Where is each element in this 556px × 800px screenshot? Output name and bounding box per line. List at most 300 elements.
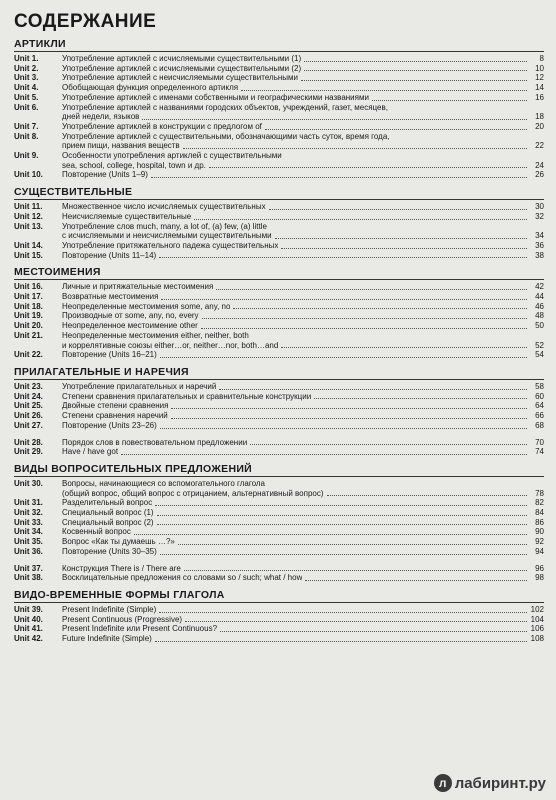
page-number: 52 (535, 340, 544, 350)
toc-entry (14, 518, 544, 528)
unit-number: Unit 10. (14, 170, 43, 180)
entry-line (62, 54, 544, 64)
toc-entry (14, 212, 544, 222)
unit-number: Unit 41. (14, 624, 43, 634)
unit-number: Unit 6. (14, 102, 39, 112)
entry-body (62, 212, 544, 222)
entry-line (62, 527, 544, 537)
unit-number: Unit 34. (14, 527, 43, 537)
entry-line (62, 112, 544, 122)
entry-body (62, 447, 544, 457)
entry-title: Восклицательные предложения со словами so / such; what / how (62, 573, 303, 583)
dot-leader (157, 515, 527, 516)
entry-body (62, 438, 544, 448)
entry-line (62, 73, 544, 83)
dot-leader (160, 357, 527, 358)
page-number: 20 (535, 121, 544, 131)
entry-line (62, 634, 544, 644)
sections-container (14, 36, 544, 644)
page-number: 82 (535, 498, 544, 508)
entry-body (62, 122, 544, 132)
page-number: 108 (530, 634, 544, 644)
entry-line (62, 222, 544, 232)
unit-number: Unit 24. (14, 391, 43, 401)
page-number: 104 (530, 614, 544, 624)
entry-line (62, 624, 544, 634)
toc-entry (14, 202, 544, 212)
entry-body (62, 292, 544, 302)
dot-leader (250, 444, 527, 445)
unit-number: Unit 29. (14, 447, 43, 457)
entry-body (62, 605, 544, 615)
dot-leader (178, 544, 527, 545)
page-number: 92 (535, 537, 544, 547)
entry-body (62, 202, 544, 212)
page-number: 48 (535, 311, 544, 321)
toc-entry (14, 382, 544, 392)
entry-line (62, 498, 544, 508)
page-number: 32 (535, 211, 544, 221)
entry-title: Множественное число исчисляемых существительных (62, 202, 266, 212)
toc-entry (14, 547, 544, 557)
page-number: 38 (535, 250, 544, 260)
unit-number: Unit 26. (14, 411, 43, 421)
toc-entry (14, 350, 544, 360)
entry-line (62, 392, 544, 402)
unit-number: Unit 15. (14, 250, 43, 260)
entry-title: Употребление притяжательного падежа существительных (62, 240, 279, 250)
page-number: 12 (535, 73, 544, 83)
toc-entry (14, 537, 544, 547)
entry-line (62, 573, 544, 583)
entry-body (62, 537, 544, 547)
page-number: 42 (535, 282, 544, 292)
toc-entry (14, 251, 544, 261)
entry-line (62, 170, 544, 180)
entry-line (62, 401, 544, 411)
dot-leader (305, 580, 527, 581)
toc-entry (14, 401, 544, 411)
dot-leader (275, 238, 527, 239)
unit-number: Unit 39. (14, 604, 43, 614)
dot-leader (171, 418, 527, 419)
entry-line (62, 64, 544, 74)
entry-title: Употребление слов much, many, a lot of, (a) few, (a) little (62, 221, 267, 231)
toc-entry (14, 73, 544, 83)
entry-title: Неисчисляемые существительные (62, 211, 192, 221)
entry-title: (общий вопрос, общий вопрос с отрицанием, альтернативный вопрос) (62, 488, 324, 498)
entry-line (62, 489, 544, 499)
entry-line (62, 350, 544, 360)
unit-number: Unit 16. (14, 282, 43, 292)
unit-number: Unit 12. (14, 211, 43, 221)
entry-line (62, 103, 544, 113)
entry-title: Future Indefinite (Simple) (62, 634, 152, 644)
page-number: 16 (535, 92, 544, 102)
entry-title: Present Continuous (Progressive) (62, 614, 183, 624)
labirint-logo-icon: л (434, 774, 452, 792)
dot-leader (327, 495, 527, 496)
entry-body (62, 151, 544, 170)
unit-number: Unit 32. (14, 508, 43, 518)
toc-section (14, 36, 544, 180)
toc-section (14, 461, 544, 583)
entry-title: Present Indefinite или Present Continuous? (62, 624, 218, 634)
entry-body (62, 170, 544, 180)
section-title: МЕСТОИМЕНИЯ (14, 264, 544, 280)
toc-entry (14, 103, 544, 122)
entry-body (62, 401, 544, 411)
entry-line (62, 331, 544, 341)
page-number: 58 (535, 381, 544, 391)
entry-line (62, 518, 544, 528)
dot-leader (219, 389, 527, 390)
page-number: 84 (535, 508, 544, 518)
toc-entry (14, 479, 544, 498)
dot-leader (304, 70, 527, 71)
entry-body (62, 83, 544, 93)
entry-title: Употребление артиклей с названиями городских объектов, учреждений, газет, месяцев, (62, 102, 388, 112)
toc-entry (14, 321, 544, 331)
entry-body (62, 564, 544, 574)
entry-body (62, 222, 544, 241)
section-title: СУЩЕСТВИТЕЛЬНЫЕ (14, 184, 544, 200)
table-of-contents (14, 10, 544, 648)
entry-line (62, 341, 544, 351)
entry-line (62, 537, 544, 547)
entry-line (62, 122, 544, 132)
entry-body (62, 479, 544, 498)
page-number: 86 (535, 517, 544, 527)
entry-line (62, 564, 544, 574)
unit-number: Unit 30. (14, 478, 43, 488)
unit-number: Unit 19. (14, 311, 43, 321)
dot-leader (233, 308, 527, 309)
dot-leader (183, 148, 527, 149)
toc-section (14, 264, 544, 360)
entry-line (62, 302, 544, 312)
entry-line (62, 615, 544, 625)
entry-body (62, 311, 544, 321)
entry-title: Употребление артиклей с неисчисляемыми существительными (62, 73, 299, 83)
toc-section (14, 364, 544, 457)
toc-entry (14, 151, 544, 170)
unit-number: Unit 21. (14, 330, 43, 340)
page-number: 74 (535, 447, 544, 457)
entry-line (62, 438, 544, 448)
page-number: 106 (530, 624, 544, 634)
entry-body (62, 508, 544, 518)
entry-line (62, 282, 544, 292)
entry-title: Повторение (Units 16–21) (62, 350, 157, 360)
page-number: 8 (539, 54, 544, 63)
entry-line (62, 311, 544, 321)
entry-title: Степени сравнения прилагательных и сравнительные конструкции (62, 391, 312, 401)
entry-line (62, 202, 544, 212)
entry-body (62, 498, 544, 508)
page-number: 46 (535, 301, 544, 311)
dot-leader (134, 534, 527, 535)
dot-leader (159, 257, 527, 258)
entry-title: Употребление артиклей в конструкции с предлогом of (62, 121, 262, 131)
entry-title: Специальный вопрос (2) (62, 517, 154, 527)
entry-body (62, 282, 544, 292)
entry-title: Употребление артиклей с исчисляемыми существительными (2) (62, 63, 302, 73)
entry-line (62, 382, 544, 392)
toc-entry (14, 392, 544, 402)
entry-line (62, 251, 544, 261)
entry-title: Двойные степени сравнения (62, 401, 169, 411)
dot-leader (157, 524, 527, 525)
unit-number: Unit 8. (14, 131, 39, 141)
page-number: 22 (535, 141, 544, 151)
entry-body (62, 527, 544, 537)
dot-leader (171, 408, 527, 409)
toc-entry (14, 132, 544, 151)
toc-entry (14, 508, 544, 518)
entry-title: Вопрос «Как ты думаешь …?» (62, 537, 175, 547)
entry-title: Возвратные местоимения (62, 292, 159, 302)
toc-entry (14, 311, 544, 321)
toc-entry (14, 421, 544, 431)
unit-number: Unit 42. (14, 634, 43, 644)
toc-section (14, 184, 544, 260)
entry-gap (14, 557, 544, 564)
dot-leader (121, 454, 527, 455)
entry-title: Употребление артиклей с существительными, обозначающими часть суток, время года, (62, 131, 390, 141)
toc-entry (14, 122, 544, 132)
dot-leader (301, 80, 527, 81)
dot-leader (281, 248, 527, 249)
entry-title: Повторение (Units 23–26) (62, 420, 157, 430)
entry-title: Порядок слов в повествовательном предложении (62, 437, 248, 447)
toc-entry (14, 527, 544, 537)
entry-line (62, 212, 544, 222)
entry-title: Have / have got (62, 447, 119, 457)
page-number: 90 (535, 527, 544, 537)
page-number: 10 (535, 63, 544, 73)
entry-title: Вопросы, начинающиеся со вспомогательного глагола (62, 478, 265, 488)
toc-entry (14, 170, 544, 180)
unit-number: Unit 36. (14, 546, 43, 556)
entry-body (62, 321, 544, 331)
toc-entry (14, 302, 544, 312)
unit-number: Unit 9. (14, 151, 39, 161)
toc-entry (14, 83, 544, 93)
unit-number: Unit 37. (14, 563, 43, 573)
entry-line (62, 132, 544, 142)
unit-number: Unit 31. (14, 498, 43, 508)
entry-line (62, 411, 544, 421)
page-number: 66 (535, 411, 544, 421)
unit-number: Unit 7. (14, 121, 39, 131)
unit-number: Unit 40. (14, 614, 43, 624)
dot-leader (265, 129, 527, 130)
toc-entry (14, 292, 544, 302)
entry-body (62, 132, 544, 151)
toc-entry (14, 64, 544, 74)
unit-number: Unit 1. (14, 54, 39, 63)
toc-entry (14, 241, 544, 251)
entry-line (62, 479, 544, 489)
entry-title: Неопределенные местоимения either, neither, both (62, 330, 249, 340)
toc-entry (14, 282, 544, 292)
entry-title: Повторение (Units 30–35) (62, 546, 157, 556)
page-number: 50 (535, 321, 544, 331)
page-number: 64 (535, 401, 544, 411)
entry-line (62, 605, 544, 615)
entry-body (62, 64, 544, 74)
page-number: 68 (535, 420, 544, 430)
unit-number: Unit 25. (14, 401, 43, 411)
entry-title: Употребление артиклей с именами собственными и географическими названиями (62, 92, 369, 102)
entry-title: Present Indefinite (Simple) (62, 604, 157, 614)
entry-body (62, 392, 544, 402)
entry-line (62, 508, 544, 518)
unit-number: Unit 20. (14, 321, 43, 331)
toc-entry (14, 447, 544, 457)
entry-title: sea, school, college, hospital, town и др. (62, 160, 206, 170)
unit-number: Unit 23. (14, 381, 43, 391)
page-number: 14 (535, 83, 544, 93)
entry-title: Степени сравнения наречий (62, 411, 168, 421)
dot-leader (216, 289, 527, 290)
entry-line (62, 321, 544, 331)
page-number: 94 (535, 546, 544, 556)
entry-gap (14, 431, 544, 438)
entry-title: и коррелятивные союзы either…or, neither…nor, both…and (62, 340, 279, 350)
section-title: ПРИЛАГАТЕЛЬНЫЕ И НАРЕЧИЯ (14, 364, 544, 380)
entry-title: Обобщающая функция определенного артикля (62, 83, 239, 93)
dot-leader (160, 554, 527, 555)
entry-line (62, 141, 544, 151)
dot-leader (304, 61, 527, 62)
dot-leader (241, 90, 527, 91)
entry-line (62, 421, 544, 431)
dot-leader (155, 505, 527, 506)
entry-line (62, 93, 544, 103)
entry-body (62, 302, 544, 312)
toc-entry (14, 438, 544, 448)
dot-leader (184, 570, 527, 571)
page-number: 26 (535, 170, 544, 180)
section-title: АРТИКЛИ (14, 36, 544, 52)
entry-line (62, 231, 544, 241)
entry-title: Особенности употребления артиклей с существительными (62, 151, 282, 161)
page-number: 78 (535, 488, 544, 498)
toc-entry (14, 411, 544, 421)
section-title: ВИДЫ ВОПРОСИТЕЛЬНЫХ ПРЕДЛОЖЕНИЙ (14, 461, 544, 477)
entry-body (62, 382, 544, 392)
page-number: 36 (535, 240, 544, 250)
toc-entry (14, 54, 544, 64)
unit-number: Unit 2. (14, 63, 39, 73)
unit-number: Unit 33. (14, 517, 43, 527)
page-number: 18 (535, 112, 544, 122)
toc-entry (14, 93, 544, 103)
entry-body (62, 421, 544, 431)
unit-number: Unit 14. (14, 240, 43, 250)
unit-number: Unit 38. (14, 573, 43, 583)
entry-title: Личные и притяжательные местоимения (62, 282, 214, 292)
entry-title: Употребление прилагательных и наречий (62, 381, 217, 391)
toc-entry (14, 564, 544, 574)
dot-leader (159, 612, 527, 613)
unit-number: Unit 3. (14, 73, 39, 83)
entry-title: Повторение (Units 11–14) (62, 250, 157, 260)
entry-line (62, 447, 544, 457)
unit-number: Unit 27. (14, 420, 43, 430)
entry-line (62, 292, 544, 302)
entry-body (62, 241, 544, 251)
toc-entry (14, 222, 544, 241)
toc-section (14, 587, 544, 644)
entry-body (62, 350, 544, 360)
page-title: СОДЕРЖАНИЕ (14, 11, 157, 32)
entry-body (62, 251, 544, 261)
unit-number: Unit 28. (14, 437, 43, 447)
entry-title: с исчисляемыми и неисчисляемыми существительными (62, 231, 272, 241)
entry-body (62, 634, 544, 644)
watermark (434, 774, 546, 792)
dot-leader (185, 621, 527, 622)
page-number: 102 (530, 604, 544, 614)
entry-line (62, 161, 544, 171)
watermark-text: лабиринт.ру (454, 774, 546, 792)
section-title: ВИДО-ВРЕМЕННЫЕ ФОРМЫ ГЛАГОЛА (14, 587, 544, 603)
entry-title: Употребление артиклей с исчисляемыми существительными (1) (62, 54, 302, 63)
page-number: 34 (535, 231, 544, 241)
entry-title: Повторение (Units 1–9) (62, 170, 148, 180)
dot-leader (161, 299, 527, 300)
entry-title: Косвенный вопрос (62, 527, 131, 537)
page-number: 70 (535, 437, 544, 447)
dot-leader (202, 318, 527, 319)
dot-leader (209, 167, 527, 168)
entry-body (62, 624, 544, 634)
entry-title: Производные от some, any, no, every (62, 311, 199, 321)
toc-entry (14, 573, 544, 583)
unit-number: Unit 18. (14, 301, 43, 311)
toc-entry (14, 498, 544, 508)
dot-leader (155, 641, 527, 642)
entry-line (62, 547, 544, 557)
dot-leader (151, 177, 527, 178)
entry-title: Конструкция There is / There are (62, 563, 181, 573)
toc-entry (14, 624, 544, 634)
entry-body (62, 331, 544, 350)
entry-title: Специальный вопрос (1) (62, 508, 154, 518)
page-number: 24 (535, 160, 544, 170)
unit-number: Unit 17. (14, 292, 43, 302)
toc-entry (14, 634, 544, 644)
unit-number: Unit 11. (14, 202, 43, 212)
entry-body (62, 573, 544, 583)
page-number: 98 (535, 573, 544, 583)
entry-body (62, 518, 544, 528)
dot-leader (201, 328, 527, 329)
dot-leader (220, 631, 527, 632)
entry-title: дней недели, языков (62, 112, 140, 122)
dot-leader (281, 347, 527, 348)
entry-body (62, 54, 544, 64)
toc-entry (14, 605, 544, 615)
entry-body (62, 547, 544, 557)
entry-body (62, 411, 544, 421)
unit-number: Unit 35. (14, 537, 43, 547)
unit-number: Unit 4. (14, 83, 39, 93)
dot-leader (314, 398, 527, 399)
